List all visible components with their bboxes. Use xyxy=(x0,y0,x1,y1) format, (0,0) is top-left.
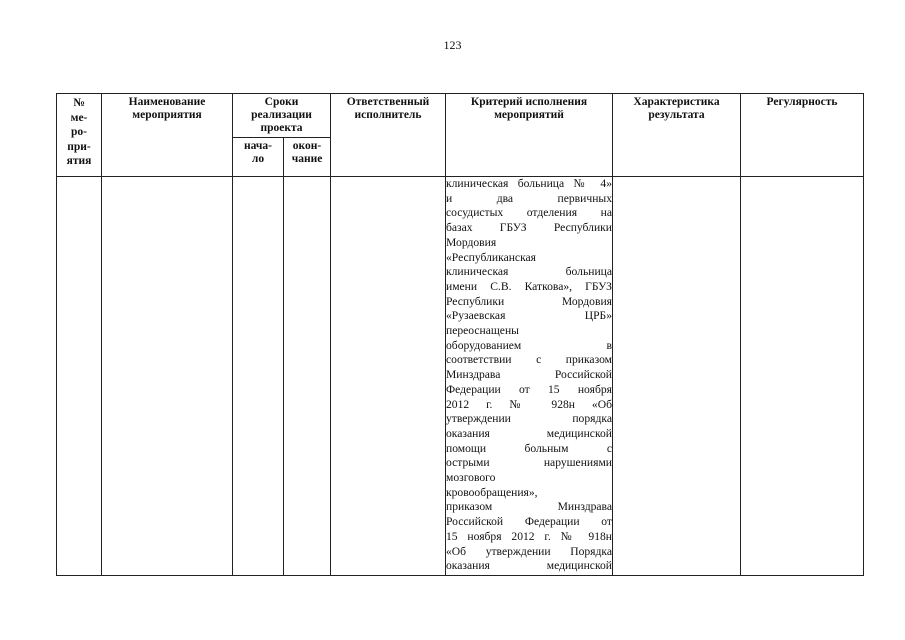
header-number-line: при- xyxy=(67,140,91,153)
cell-regularity xyxy=(741,177,864,576)
criteria-line: Федерации от 15 ноября xyxy=(446,382,612,396)
header-name xyxy=(102,94,233,177)
criteria-line: 2012 г. № 928н «Об xyxy=(446,397,612,411)
header-executor-text: Ответственный исполнитель xyxy=(346,96,430,121)
criteria-line: сосудистых отделения на xyxy=(446,206,612,220)
header-terms-text: Сроки реализации проекта xyxy=(251,96,312,134)
criteria-line: имени С.В. Каткова», ГБУЗ xyxy=(446,279,612,293)
header-terms xyxy=(233,94,331,138)
criteria-line: «Республиканская xyxy=(446,250,537,264)
header-regularity xyxy=(741,94,864,177)
header-end-line: чание xyxy=(291,153,323,165)
criteria-line: базах ГБУЗ Республики xyxy=(446,221,612,235)
header-criteria-text: Критерий исполнения мероприятий xyxy=(470,96,588,121)
criteria-line: острыми нарушениями xyxy=(446,456,612,470)
header-start xyxy=(233,138,284,177)
header-number-line: ро- xyxy=(71,126,87,138)
criteria-line: утверждении порядка xyxy=(446,412,612,426)
page-number: 123 xyxy=(443,38,462,52)
criteria-line: оборудованием в xyxy=(446,338,612,352)
criteria-line: Мордовия xyxy=(446,235,497,249)
criteria-line: оказания медицинской xyxy=(446,426,612,440)
cell-name xyxy=(102,177,233,576)
header-regularity-text: Регулярность xyxy=(766,96,838,108)
criteria-line: «Рузаевская ЦРБ» xyxy=(446,309,612,323)
cell-criteria xyxy=(446,177,613,576)
criteria-line: клиническая больница xyxy=(446,265,612,279)
header-end xyxy=(284,138,331,177)
measures-table xyxy=(56,93,864,576)
criteria-line: переоснащены xyxy=(446,324,519,338)
table-wrapper xyxy=(56,93,864,576)
header-result xyxy=(613,94,741,177)
cell-number xyxy=(57,177,102,576)
cell-executor xyxy=(331,177,446,576)
criteria-line: клиническая больница № 4» xyxy=(446,177,612,190)
table-row xyxy=(57,177,864,576)
criteria-line: приказом Минздрава xyxy=(446,500,612,514)
criteria-line: помощи больным с xyxy=(446,441,612,455)
criteria-line: Республики Мордовия xyxy=(446,294,612,308)
criteria-line: кровообращения», xyxy=(446,485,538,499)
header-number-line: ме- xyxy=(70,111,88,124)
header-name-text: Наименование мероприятия xyxy=(128,96,206,121)
criteria-line: оказания медицинской xyxy=(446,559,612,573)
criteria-line: 15 ноября 2012 г. № 918н xyxy=(446,529,612,543)
header-end-line: окон- xyxy=(292,140,322,152)
criteria-line: соответствии с приказом xyxy=(446,353,612,367)
cell-start xyxy=(233,177,284,576)
header-executor xyxy=(331,94,446,177)
header-result-text: Характеристика результата xyxy=(633,96,720,121)
criteria-line: Минздрава Российской xyxy=(446,368,612,382)
header-number xyxy=(57,94,102,177)
header-number-line: ятия xyxy=(66,155,92,167)
header-criteria xyxy=(446,94,613,177)
criteria-line: Российской Федерации от xyxy=(446,515,612,529)
header-number-line: № xyxy=(73,97,85,109)
header-start-line: нача- xyxy=(244,140,272,152)
cell-end xyxy=(284,177,331,576)
criteria-line: и два первичных xyxy=(446,191,612,205)
header-start-line: ло xyxy=(251,153,265,165)
criteria-line: «Об утверждении Порядка xyxy=(446,544,612,558)
cell-result xyxy=(613,177,741,576)
criteria-line: мозгового xyxy=(446,471,496,485)
criteria-text xyxy=(446,177,612,574)
